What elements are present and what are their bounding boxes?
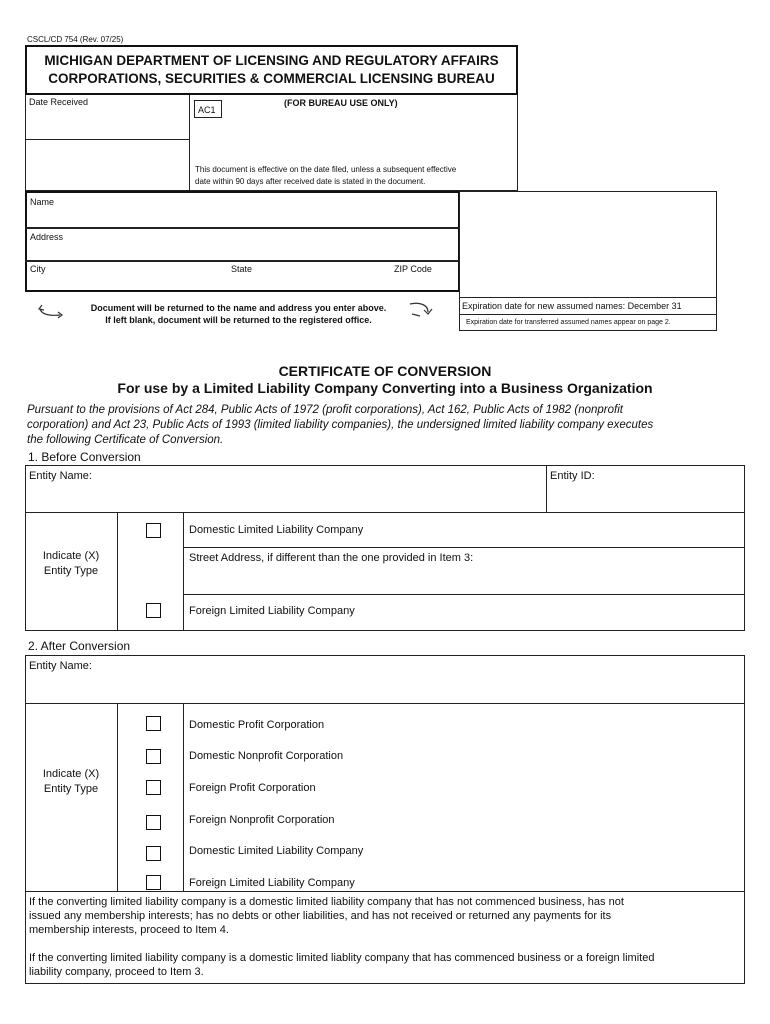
effective-text-1: This document is effective on the date filed, unless a subsequent effective <box>195 165 457 174</box>
option-domestic-profit: Domestic Profit Corporation <box>189 719 325 731</box>
expiration-transferred: Expiration date for transferred assumed names appear on page 2. <box>466 319 671 326</box>
checkbox-domestic-nonprofit[interactable] <box>146 749 161 764</box>
page-subtitle: For use by a Limited Liability Company Converting into a Business Organization <box>117 380 653 396</box>
expiration-new: Expiration date for new assumed names: December 31 <box>462 301 682 311</box>
entity-name-label-2: Entity Name: <box>29 660 92 672</box>
indicate-label-1b: Entity Type <box>43 565 99 577</box>
checkbox-foreign-llc-before[interactable] <box>146 603 161 618</box>
note-1-line-3: membership interests, proceed to Item 4. <box>29 924 229 936</box>
divider <box>459 297 717 298</box>
checkbox-foreign-profit[interactable] <box>146 780 161 795</box>
checkbox-domestic-profit[interactable] <box>146 716 161 731</box>
left-return-arrow-icon <box>36 301 66 319</box>
effective-text-2: date within 90 days after received date is stated in the document. <box>195 177 426 186</box>
department-name: MICHIGAN DEPARTMENT OF LICENSING AND REGULATORY AFFAIRS <box>44 53 499 68</box>
divider <box>25 139 189 140</box>
entity-id-input[interactable] <box>548 484 743 510</box>
section-2-heading: 2. After Conversion <box>28 639 131 653</box>
note-2-line-2: liability company, proceed to Item 3. <box>29 966 204 978</box>
divider <box>183 512 184 631</box>
note-2-line-1: If the converting limited liability company is a domestic limited liablity company that has commenced business or a foreign limited <box>29 952 655 964</box>
note-1-line-1: If the converting limited liability company is a domestic limited liability company that has not commenced business, has not <box>29 896 624 908</box>
entity-name-input-2[interactable] <box>27 674 743 701</box>
divider <box>183 547 745 548</box>
zip-label: ZIP Code <box>394 264 432 274</box>
note-1-line-2: issued any membership interests; has no debts or other liabilities, and has not received or returned any payments for its <box>29 910 612 922</box>
street-address-input[interactable] <box>186 566 742 592</box>
entity-id-label: Entity ID: <box>550 470 595 482</box>
entity-name-input-1[interactable] <box>27 484 544 510</box>
checkbox-domestic-llc-before[interactable] <box>146 523 161 538</box>
indicate-label-2a: Indicate (X) <box>42 768 100 780</box>
city-state-zip-field[interactable] <box>28 275 456 289</box>
option-foreign-profit: Foreign Profit Corporation <box>189 782 316 794</box>
city-label: City <box>30 264 46 274</box>
option-domestic-llc-after: Domestic Limited Liability Company <box>189 845 364 857</box>
divider <box>25 95 26 191</box>
intro-line-1: Pursuant to the provisions of Act 284, Public Acts of 1972 (profit corporations), Act 162, Public Acts of 1982 (nonprofit <box>27 404 623 416</box>
divider <box>459 314 717 315</box>
divider <box>25 512 745 513</box>
checkbox-foreign-llc-after[interactable] <box>146 875 161 890</box>
indicate-label-2b: Entity Type <box>43 783 99 795</box>
divider <box>117 512 118 631</box>
divider <box>517 95 518 191</box>
bureau-use-label: (FOR BUREAU USE ONLY) <box>284 98 398 108</box>
divider <box>25 891 745 892</box>
divider <box>25 227 460 229</box>
entity-name-label-1: Entity Name: <box>29 470 92 482</box>
form-code: CSCL/CD 754 (Rev. 07/25) <box>27 35 124 44</box>
return-notice-1: Document will be returned to the name and address you enter above. <box>90 303 387 313</box>
section-1-heading: 1. Before Conversion <box>28 450 141 464</box>
divider <box>25 703 745 704</box>
page-title: CERTIFICATE OF CONVERSION <box>278 363 492 379</box>
divider <box>183 594 745 595</box>
checkbox-foreign-nonprofit[interactable] <box>146 815 161 830</box>
option-domestic-nonprofit: Domestic Nonprofit Corporation <box>189 750 344 762</box>
date-received-label: Date Received <box>29 97 89 107</box>
option-foreign-llc-before: Foreign Limited Liability Company <box>189 605 355 617</box>
divider <box>25 260 460 262</box>
name-field[interactable] <box>28 209 456 225</box>
return-notice-2: If left blank, document will be returned to the registered office. <box>105 315 372 325</box>
checkbox-domestic-llc-after[interactable] <box>146 846 161 861</box>
street-address-label: Street Address, if different than the one provided in Item 3: <box>189 552 474 564</box>
address-label: Address <box>30 232 64 242</box>
divider <box>117 703 118 892</box>
divider <box>189 95 190 191</box>
indicate-label-1a: Indicate (X) <box>42 550 100 562</box>
option-domestic-llc-before: Domestic Limited Liability Company <box>189 524 364 536</box>
bureau-name: CORPORATIONS, SECURITIES & COMMERCIAL LICENSING BUREAU <box>48 71 495 86</box>
option-foreign-nonprofit: Foreign Nonprofit Corporation <box>189 814 335 826</box>
intro-line-2: corporation) and Act 23, Public Acts of 1993 (limited liability companies), the undersigned limited liability company executes <box>27 419 654 431</box>
divider <box>546 465 547 513</box>
option-foreign-llc-after: Foreign Limited Liability Company <box>189 877 355 889</box>
state-label: State <box>231 264 253 274</box>
intro-line-3: the following Certificate of Conversion. <box>27 434 224 446</box>
ac1-box: AC1 <box>194 100 222 118</box>
name-label: Name <box>30 197 55 207</box>
divider <box>183 703 184 892</box>
address-field[interactable] <box>28 243 456 258</box>
